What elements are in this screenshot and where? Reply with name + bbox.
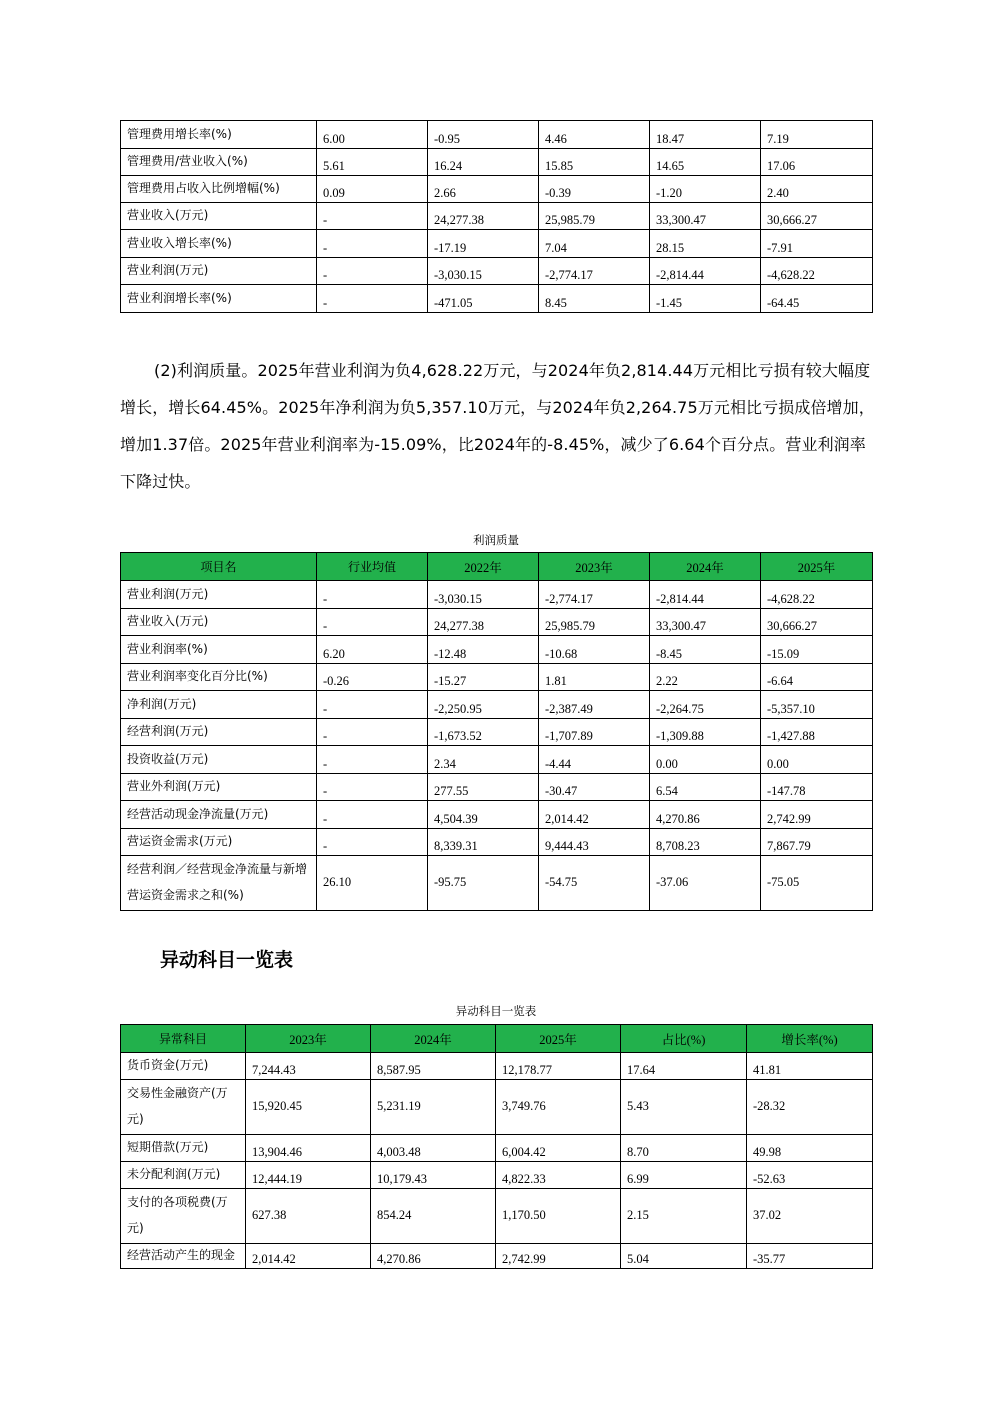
cell: 8,587.95 [371,1053,496,1080]
row-label: 经营利润／经营现金净流量与新增营运资金需求之和(%) [121,856,317,911]
cell: -10.68 [539,636,650,664]
cell: 17.06 [761,149,873,176]
row-label: 管理费用/营业收入(%) [121,149,317,176]
header-cell: 占比(%) [621,1025,747,1053]
cell: -1,309.88 [650,719,761,746]
cell: 15.85 [539,149,650,176]
row-label: 交易性金融资产(万元) [121,1080,246,1135]
cell: -52.63 [747,1162,873,1189]
cell: 5.43 [621,1080,747,1135]
table-row [121,203,873,230]
cell: 2.22 [650,664,761,691]
cell: -15.27 [428,664,539,691]
cell: -4.44 [539,746,650,774]
row-label: 管理费用增长率(%) [121,121,317,149]
cell: 854.24 [371,1189,496,1244]
header-cell: 行业均值 [317,553,428,581]
cell: 6.20 [317,636,428,664]
table-row [121,1053,873,1080]
cell: -1.20 [650,176,761,203]
cell: 8,708.23 [650,829,761,856]
cell: -471.05 [428,285,539,313]
abnormal-items-table [120,1024,873,1269]
cell: 5,231.19 [371,1080,496,1135]
table-row [121,1135,873,1162]
table-row [121,719,873,746]
cell: -1.45 [650,285,761,313]
cell: 8.70 [621,1135,747,1162]
cell: -2,387.49 [539,691,650,719]
row-label: 经营活动产生的现金 [121,1244,246,1269]
cell: - [317,609,428,636]
cell: -1,427.88 [761,719,873,746]
cell: -147.78 [761,774,873,801]
header-cell: 2025年 [496,1025,621,1053]
table-row [121,801,873,829]
row-label: 营业利润(万元) [121,258,317,285]
cell: -5,357.10 [761,691,873,719]
cell: 4,270.86 [650,801,761,829]
table-header-row [121,1025,873,1053]
cell: -64.45 [761,285,873,313]
cell: 49.98 [747,1135,873,1162]
row-label: 投资收益(万元) [121,746,317,774]
cell: -54.75 [539,856,650,911]
table-row [121,1244,873,1269]
cell: -35.77 [747,1244,873,1269]
cell: 9,444.43 [539,829,650,856]
row-label: 短期借款(万元) [121,1135,246,1162]
cell: - [317,774,428,801]
cell: 13,904.46 [246,1135,371,1162]
row-label: 营业利润增长率(%) [121,285,317,313]
table-row [121,636,873,664]
row-label: 营业收入(万元) [121,203,317,230]
cell: -2,264.75 [650,691,761,719]
row-label: 货币资金(万元) [121,1053,246,1080]
cell: 277.55 [428,774,539,801]
table-row [121,829,873,856]
table-row [121,1080,873,1135]
cell: 4.46 [539,121,650,149]
cell: -4,628.22 [761,258,873,285]
cell: -2,814.44 [650,258,761,285]
cell: 7.04 [539,230,650,258]
cell: 2.15 [621,1189,747,1244]
cell: 1,170.50 [496,1189,621,1244]
header-cell: 异常科目 [121,1025,246,1053]
cell: -1,673.52 [428,719,539,746]
cell: 6.00 [317,121,428,149]
cell: 0.00 [761,746,873,774]
cell: 7,867.79 [761,829,873,856]
cell: 10,179.43 [371,1162,496,1189]
row-label: 营业利润率变化百分比(%) [121,664,317,691]
cell: 7,244.43 [246,1053,371,1080]
row-label: 管理费用占收入比例增幅(%) [121,176,317,203]
header-cell: 2024年 [371,1025,496,1053]
row-label: 营运资金需求(万元) [121,829,317,856]
row-label: 营业收入增长率(%) [121,230,317,258]
cell: -95.75 [428,856,539,911]
cell: 24,277.38 [428,203,539,230]
cell: 12,178.77 [496,1053,621,1080]
cell: -2,774.17 [539,581,650,609]
cell: 26.10 [317,856,428,911]
section-title: 异动科目一览表 [160,949,294,971]
row-label: 未分配利润(万元) [121,1162,246,1189]
table-row [121,230,873,258]
cell: 2,014.42 [539,801,650,829]
cell: -15.09 [761,636,873,664]
cell: 4,003.48 [371,1135,496,1162]
cell: -17.19 [428,230,539,258]
header-cell: 2023年 [539,553,650,581]
expense-table [120,120,873,313]
cell: -3,030.15 [428,581,539,609]
cell: - [317,203,428,230]
cell: 6.54 [650,774,761,801]
row-label: 经营利润(万元) [121,719,317,746]
row-label: 净利润(万元) [121,691,317,719]
table-caption: 异动科目一览表 [455,1004,537,1018]
cell: - [317,691,428,719]
cell: 8.45 [539,285,650,313]
table-row [121,1162,873,1189]
table-caption: 利润质量 [473,533,519,547]
cell: 8,339.31 [428,829,539,856]
cell: 7.19 [761,121,873,149]
cell: - [317,581,428,609]
table-header-row [121,553,873,581]
cell: 30,666.27 [761,609,873,636]
profit-quality-paragraph: (2)利润质量。2025年营业利润为负4,628.22万元，与2024年负2,814.44万元相比亏损有较大幅度增长，增长64.45%。2025年净利润为负5,357.10万元，与2024年负2,264.75万元相比亏损成倍增加，增加1.37倍。2025年营业利润率为-15.09%，比2024年的-8.45%，减少了6.64个百分点。营业利润率下降过快。 [120,361,875,491]
cell: -1,707.89 [539,719,650,746]
cell: 6,004.42 [496,1135,621,1162]
cell: 2,742.99 [496,1244,621,1269]
table-row [121,149,873,176]
cell: 1.81 [539,664,650,691]
cell: 33,300.47 [650,203,761,230]
cell: 37.02 [747,1189,873,1244]
cell: 2,014.42 [246,1244,371,1269]
cell: 16.24 [428,149,539,176]
cell: -7.91 [761,230,873,258]
cell: -75.05 [761,856,873,911]
cell: - [317,230,428,258]
table-row [121,1189,873,1244]
row-label: 营业利润率(%) [121,636,317,664]
cell: 12,444.19 [246,1162,371,1189]
header-cell: 项目名 [121,553,317,581]
table-row [121,609,873,636]
cell: -8.45 [650,636,761,664]
table-row [121,856,873,911]
cell: 33,300.47 [650,609,761,636]
profit-quality-table [120,552,873,911]
header-cell: 2023年 [246,1025,371,1053]
cell: 28.15 [650,230,761,258]
cell: -6.64 [761,664,873,691]
table-row [121,746,873,774]
cell: 4,822.33 [496,1162,621,1189]
row-label: 支付的各项税费(万元) [121,1189,246,1244]
cell: 2,742.99 [761,801,873,829]
table-row [121,581,873,609]
cell: 25,985.79 [539,609,650,636]
cell: 41.81 [747,1053,873,1080]
cell: -2,250.95 [428,691,539,719]
cell: 6.99 [621,1162,747,1189]
cell: -3,030.15 [428,258,539,285]
cell: 14.65 [650,149,761,176]
cell: 4,270.86 [371,1244,496,1269]
cell: 5.04 [621,1244,747,1269]
header-cell: 2024年 [650,553,761,581]
cell: - [317,719,428,746]
table-row [121,258,873,285]
cell: 2.40 [761,176,873,203]
cell: -0.95 [428,121,539,149]
row-label: 经营活动现金净流量(万元) [121,801,317,829]
cell: - [317,285,428,313]
cell: -12.48 [428,636,539,664]
cell: -2,814.44 [650,581,761,609]
cell: 24,277.38 [428,609,539,636]
cell: 17.64 [621,1053,747,1080]
cell: - [317,829,428,856]
cell: 5.61 [317,149,428,176]
cell: - [317,801,428,829]
cell: 0.00 [650,746,761,774]
table-row [121,691,873,719]
cell: -30.47 [539,774,650,801]
cell: 15,920.45 [246,1080,371,1135]
table-row [121,176,873,203]
row-label: 营业外利润(万元) [121,774,317,801]
header-cell: 2022年 [428,553,539,581]
table-row [121,664,873,691]
cell: - [317,258,428,285]
cell: 2.34 [428,746,539,774]
cell: -4,628.22 [761,581,873,609]
table-row [121,774,873,801]
cell: 2.66 [428,176,539,203]
cell: -2,774.17 [539,258,650,285]
table-row [121,285,873,313]
cell: 0.09 [317,176,428,203]
cell: 25,985.79 [539,203,650,230]
cell: 627.38 [246,1189,371,1244]
header-cell: 2025年 [761,553,873,581]
row-label: 营业利润(万元) [121,581,317,609]
row-label: 营业收入(万元) [121,609,317,636]
cell: - [317,746,428,774]
cell: 18.47 [650,121,761,149]
cell: 30,666.27 [761,203,873,230]
cell: -28.32 [747,1080,873,1135]
cell: -0.26 [317,664,428,691]
cell: -37.06 [650,856,761,911]
cell: -0.39 [539,176,650,203]
cell: 4,504.39 [428,801,539,829]
header-cell: 增长率(%) [747,1025,873,1053]
cell: 3,749.76 [496,1080,621,1135]
table-row [121,121,873,149]
